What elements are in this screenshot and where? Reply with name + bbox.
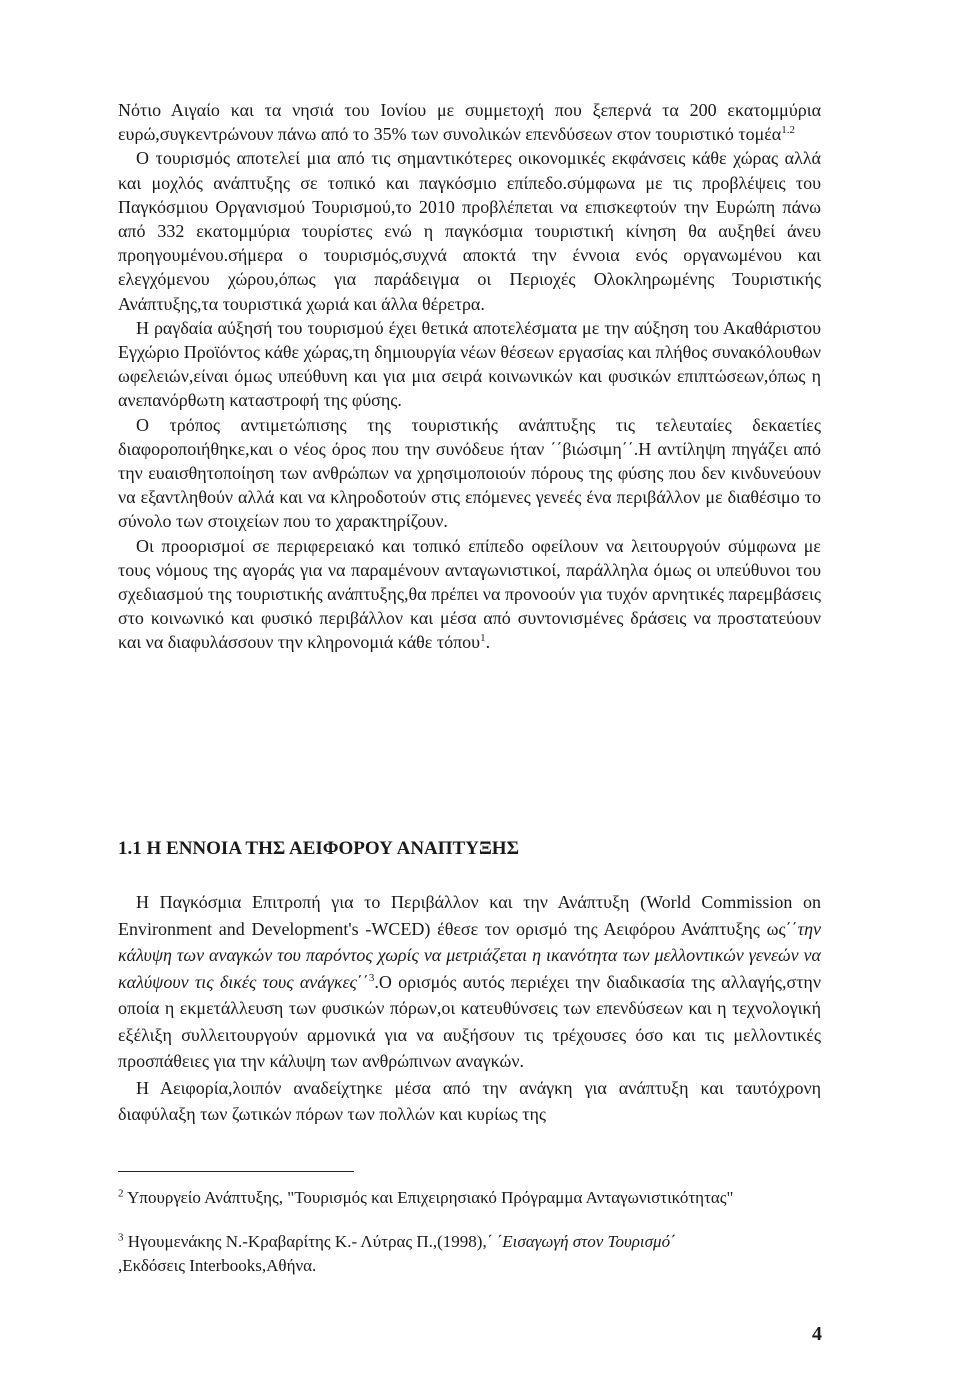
paragraph-5-text: Οι προορισμοί σε περιφερειακό και τοπικό επίπεδο οφείλουν να λειτουργούν σύμφωνα με τους νόμους της αγοράς για να παραμένουν ανταγωνιστικοί, παράλληλα όμως οι υπεύθυνοι του σχεδιασμού της τουριστικής ανάπτυξης,θα πρέπει να προνοούν για τυχόν αρνητικές παρεμβάσεις στο κοινωνικό και φυσικό περιβάλλον και μέσα από συντονισμένες δράσεις να προστατεύουν και να διαφυλάσσουν την κληρονομιά κάθε τόπου	[118, 535, 821, 653]
footnote-title: ΄ ΄Εισαγωγή στον Τουρισμό΄	[486, 1232, 676, 1251]
page-number: 4	[812, 1323, 822, 1345]
paragraph-4: Ο τρόπος αντιμετώπισης της τουριστικής ανάπτυξης τις τελευταίες δεκαετίες διαφοροποιήθηκε,και ο νέος όρος που την συνόδευε ήταν ΄΄βιώσιμη΄΄.Η αντίληψη πηγάζει από την ευαισθητοποίηση των ανθρώπων να χρησιμοποιούν πόρους της φύσης που δεν κινδυνεύουν να εξαντληθούν αλλά και να κληροδοτούν στις επόμενες γενεές ένα περιβάλλον με διαθέσιμο το σύνολο των στοιχείων που το χαρακτηρίζουν.	[118, 414, 821, 532]
footnote-2	[118, 1186, 838, 1210]
section-heading: 1.1 Η ΕΝΝΟΙΑ ΤΗΣ ΑΕΙΦΟΡΟΥ ΑΝΑΠΤΥΞΗΣ	[118, 838, 520, 859]
paragraph-1-text: Νότιο Αιγαίο και τα νησιά του Ιονίου με συμμετοχή που ξεπερνά τα 200 εκατομμύρια ευρώ,συγκεντρώνουν πάνω από το 35% των συνολικών επενδύσεων στον τουριστικό τομέα	[118, 100, 821, 145]
footnote-text: Υπουργείο Ανάπτυξης, "Τουρισμός και Επιχειρησιακό Πρόγραμμα Ανταγωνιστικότητας"	[127, 1188, 734, 1207]
footnote-ref: 1	[480, 632, 486, 645]
section-paragraph-1	[118, 889, 821, 1075]
quote-close: ΄΄	[356, 971, 369, 992]
footnote-ref: 3	[368, 971, 375, 984]
footnote-separator	[118, 1171, 354, 1172]
footnotes	[118, 1186, 838, 1298]
paragraph-2: Ο τουρισμός αποτελεί μια από τις σημαντικότερες οικονομικές εκφάνσεις κάθε χώρας αλλά και μοχλός ανάπτυξης σε τοπικό και παγκόσμιο επίπεδο.σύμφωνα με τις προβλέψεις του Παγκόσμιου Οργανισμού Τουρισμού,το 2010 προβλέπεται να επισκεφτούν την Ευρώπη πάνω από 332 εκατομμύρια τουρίστες ενώ η παγκόσμια τουριστική κίνηση θα αυξηθεί άνευ προηγουμένου.σήμερα ο τουρισμός,συχνά αποκτά την έννοια ενός οργανωμένου και ελεγχόμενου χώρου,όπως για παράδειγμα οι Περιοχές Ολοκληρωμένης Τουριστικής Ανάπτυξης,τα τουριστικά χωριά και άλλα θέρετρα.	[118, 148, 821, 314]
definition-quote: την κάλυψη των αναγκών του παρόντος χωρίς να μετριάζεται η ικανότητα των μελλοντικών γενεών να καλύψουν τις δικές τους ανάγκες	[118, 918, 821, 992]
paragraph-3: Η ραγδαία αύξησή του τουρισμού έχει θετικά αποτελέσματα με την αύξηση του Ακαθάριστου Εγχώριο Προϊόντος κάθε χώρας,τη δημιουργία νέων θέσεων εργασίας και πλήθος συνακόλουθων ωφελειών,είναι όμως υπεύθυνη και για μια σειρά κοινωνικών και φυσικών επιπτώσεων,όπως η ανεπανόρθωτη καταστροφή της φύσης.	[118, 317, 821, 411]
footnote-publisher: ,Εκδόσεις Interbooks,Αθήνα.	[118, 1256, 317, 1275]
footnote-3	[118, 1230, 838, 1278]
paragraph-5	[118, 534, 821, 655]
definition-intro: Η Παγκόσμια Επιτροπή για το Περιβάλλον και την Ανάπτυξη (World Commission on Environment and Development's -WCED) έθεσε τον ορισμό της Αειφόρου Ανάπτυξης ως΄΄	[118, 892, 821, 939]
footnote-text: Ηγουμενάκης Ν.-Κραβαρίτης Κ.- Λύτρας Π.,(1998),	[127, 1232, 487, 1251]
footnote-number: 2	[118, 1187, 124, 1200]
paragraph-5-end: .	[485, 632, 491, 653]
definition-rest: .Ο ορισμός αυτός περιέχει την διαδικασία της αλλαγής,στην οποία η εκμετάλλευση των φυσικών πόρων,οι κατευθύνσεις των επενδύσεων και η τεχνολογική εξέλιξη συλλειτουργούν αρμονικά για να αυξήσουν τις τρέχουσες όσο και τις μελλοντικές προσπάθειες για την κάλυψη των ανθρώπινων αναγκών.	[118, 971, 821, 1071]
section-text	[118, 889, 821, 1128]
body-text	[118, 98, 821, 655]
footnote-number: 3	[118, 1231, 124, 1244]
paragraph-1	[118, 98, 821, 146]
section-paragraph-2: Η Αειφορία,λοιπόν αναδείχτηκε μέσα από την ανάγκη για ανάπτυξη και ταυτόχρονη διαφύλαξη των ζωτικών πόρων των πολλών και κυρίως της	[118, 1077, 821, 1124]
footnote-ref: 1.2	[781, 124, 795, 137]
